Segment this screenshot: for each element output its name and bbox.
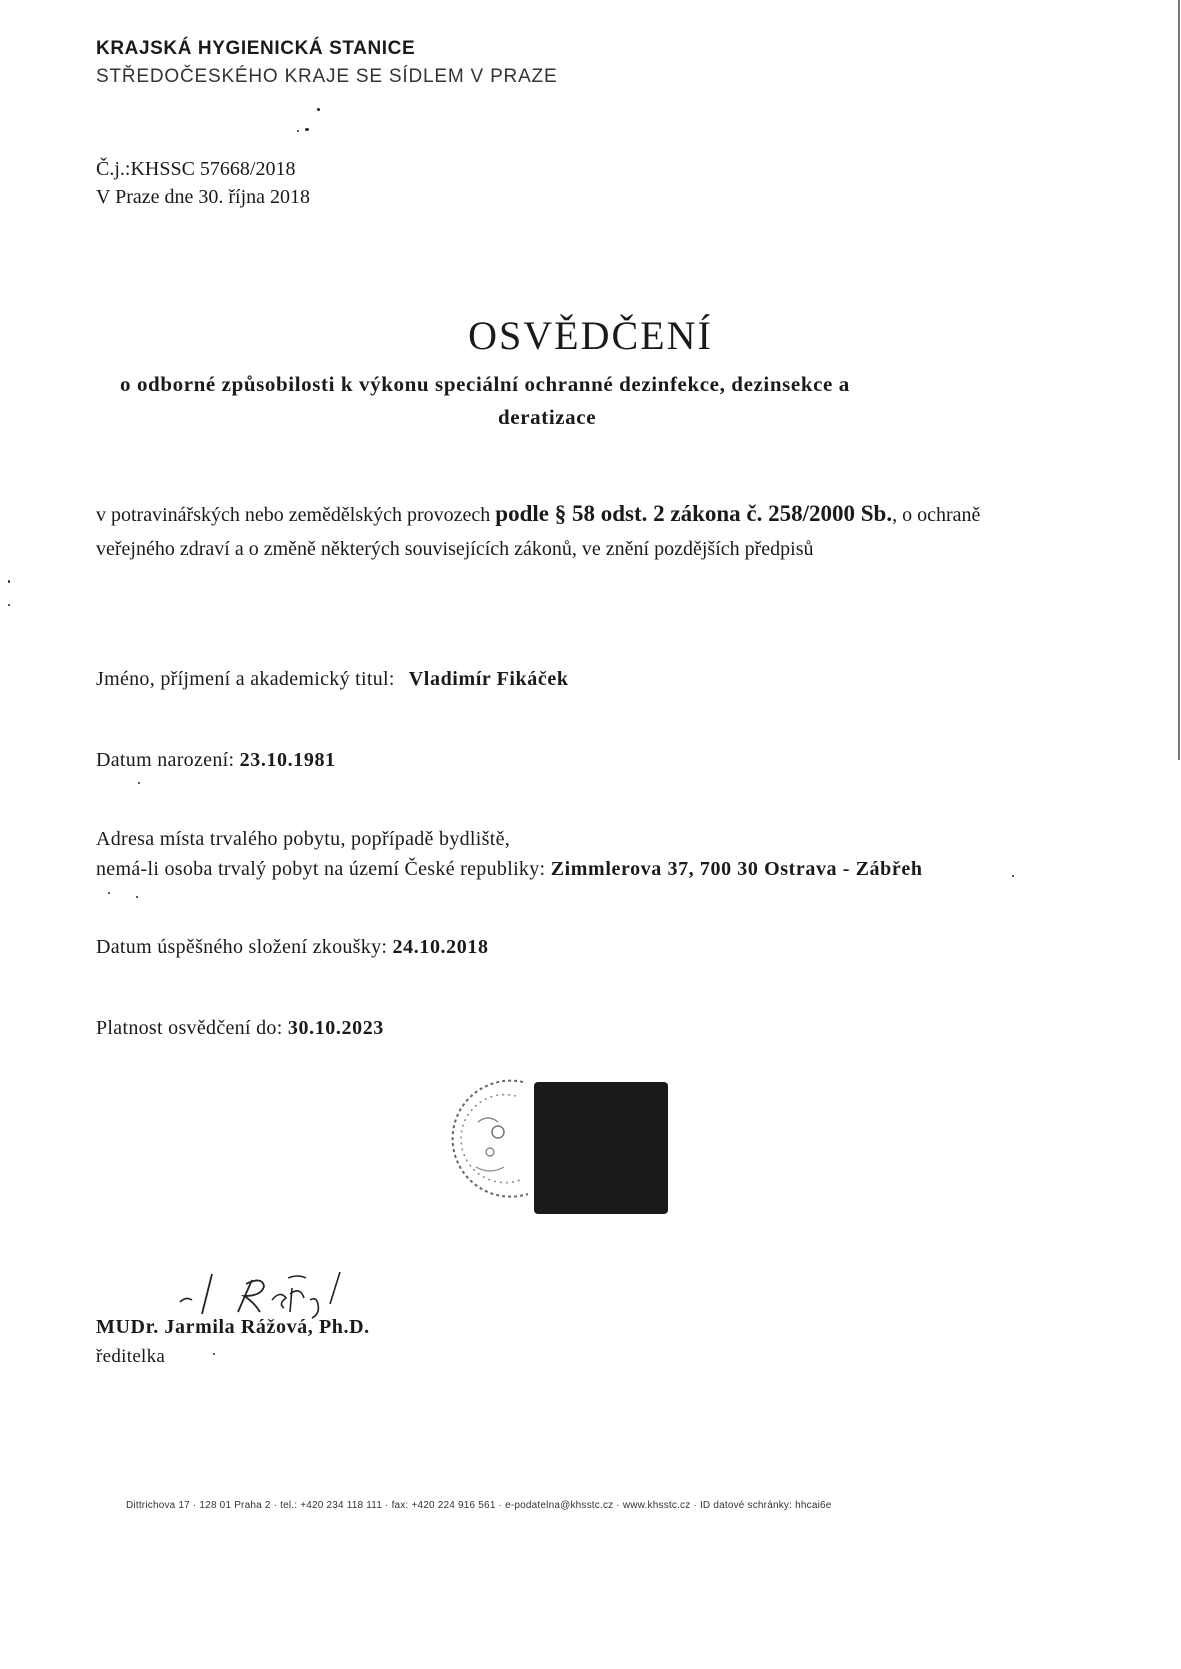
field-name <box>96 668 569 691</box>
scan-speck <box>317 108 320 111</box>
scan-speck <box>8 580 10 583</box>
field-exam-label: Datum úspěšného složení zkoušky: <box>96 936 388 958</box>
scan-speck <box>108 892 110 894</box>
document-title: OSVĚDČENÍ <box>468 313 713 358</box>
scan-speck <box>1012 875 1014 877</box>
official-seal-icon <box>428 1072 548 1202</box>
legal-basis-paragraph <box>96 497 996 566</box>
issue-date: V Praze dne 30. října 2018 <box>96 186 311 208</box>
scan-speck <box>8 604 10 606</box>
document-subtitle-line1: o odborné způsobilosti k výkonu speciální ochranné dezinfekce, dezinsekce a <box>120 372 850 396</box>
signer-role: ředitelka <box>96 1346 166 1367</box>
field-address <box>96 858 923 881</box>
field-exam-value: 24.10.2018 <box>392 936 489 958</box>
scan-speck <box>136 896 138 898</box>
field-name-value: Vladimír Fikáček <box>408 668 569 690</box>
field-validity <box>96 1017 384 1040</box>
scan-edge <box>1178 0 1180 760</box>
field-birth <box>96 749 336 772</box>
field-address-label-line1: Adresa místa trvalého pobytu, popřípadě bydliště, <box>96 828 511 850</box>
reference-number: Č.j.:KHSSC 57668/2018 <box>96 158 296 180</box>
field-address-value: Zimmlerova 37, 700 30 Ostrava - Zábřeh <box>550 858 923 880</box>
legal-intro: v potravinářských nebo zemědělských provozech <box>96 504 496 526</box>
legal-rest: , o ochraně veřejného zdraví a o změně některých souvisejících zákonů, ve znění pozdějších předpisů <box>96 504 981 560</box>
field-birth-label: Datum narození: <box>96 749 235 771</box>
organization-region: STŘEDOČESKÉHO KRAJE SE SÍDLEM V PRAZE <box>96 66 558 87</box>
field-exam <box>96 936 489 959</box>
field-name-label: Jméno, příjmení a akademický titul: <box>96 668 395 690</box>
field-validity-value: 30.10.2023 <box>287 1017 384 1039</box>
scan-speck <box>213 1353 215 1355</box>
scan-speck <box>138 782 140 784</box>
scan-speck <box>305 128 309 131</box>
scan-speck <box>297 130 299 132</box>
signer-name: MUDr. Jarmila Rážová, Ph.D. <box>96 1316 370 1338</box>
field-birth-value: 23.10.1981 <box>239 749 336 771</box>
field-address-label-line2: nemá-li osoba trvalý pobyt na území České republiky: <box>96 858 546 880</box>
document-subtitle-line2: deratizace <box>498 405 597 429</box>
organization-name: KRAJSKÁ HYGIENICKÁ STANICE <box>96 38 416 59</box>
redacted-stamp <box>534 1082 668 1214</box>
field-validity-label: Platnost osvědčení do: <box>96 1017 283 1039</box>
legal-law-reference: podle § 58 odst. 2 zákona č. 258/2000 Sb. <box>495 501 893 526</box>
handwritten-signature-icon <box>160 1262 420 1322</box>
footer-contact: Dittrichova 17 · 128 01 Praha 2 · tel.: +420 234 118 111 · fax: +420 224 916 561 · e-podatelna@khsstc.cz · www.khsstc.cz · ID datové schránky: hhcai6e <box>126 1500 832 1511</box>
